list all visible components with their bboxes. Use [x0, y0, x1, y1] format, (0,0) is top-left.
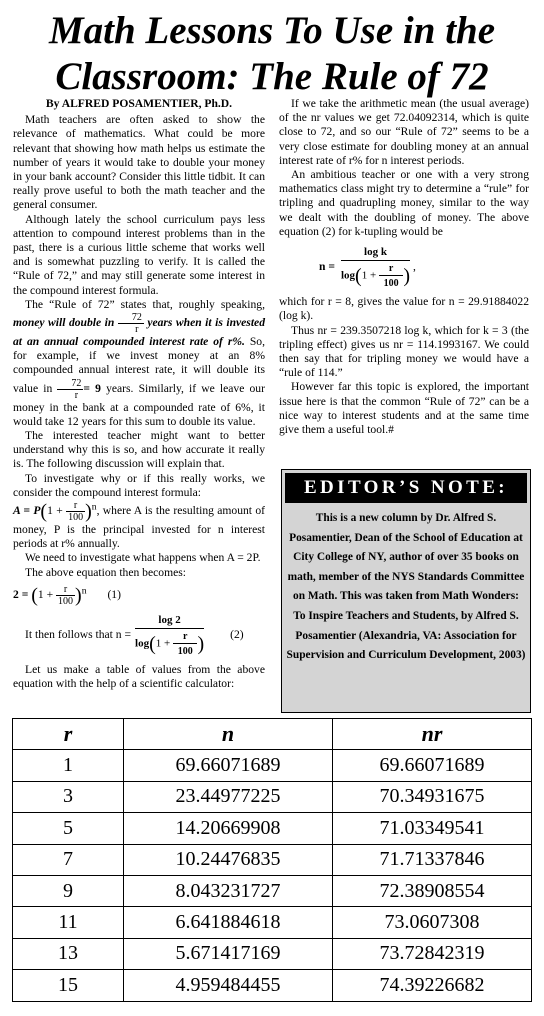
title-line-1: Math Lessons To Use in the: [48, 9, 496, 52]
left-column: [13, 97, 265, 692]
paragraph: The above equation then becomes:: [25, 565, 186, 579]
paragraph: If we take the arithmetic mean (the usual average) of the nr values we get 72.04092314, which is quite close to 72, and so our “Rule of 72” seems to be a very close estimate for doubling money at an annual interest rate of r% for n interest periods.: [279, 97, 529, 167]
cell: 5.671417169: [124, 938, 333, 969]
cell: 3: [13, 781, 124, 812]
paragraph: Thus nr = 239.3507218 log k, which for k = 3 (the tripling effect) gives us nr = 114.1993167. We could then say that for tripling money we would have a “rule of 114.”: [279, 323, 529, 380]
cell: 73.72842319: [333, 938, 532, 969]
cell: 71.71337846: [333, 844, 532, 875]
text: money will double in: [13, 316, 115, 330]
table-row: [13, 875, 532, 906]
table-header-row: [13, 719, 532, 750]
text: years. Similarly, if we leave our money in the bank at a compounded rate of 6%, it would take 12 years for this sum to double its value.: [13, 381, 265, 428]
table-row: [13, 938, 532, 969]
paragraph: Let us make a table of values from the above equation with the help of a scientific calculator:: [13, 663, 265, 691]
text: years when it is invested at an annual compounded interest rate of r%.: [13, 316, 265, 349]
text: = 9: [83, 381, 101, 395]
cell: 13: [13, 938, 124, 969]
cell: 74.39226682: [333, 970, 532, 1001]
text: The “Rule of 72” states that, roughly speaking,: [25, 297, 265, 311]
paragraph: An ambitious teacher or one with a very strong mathematics class might try to determine a “rule” for tripling and quadrupling money, similar to the way we dealt with the doubling of money. The above equation (2) for k-tupling would be: [279, 168, 529, 238]
title-line-2: Classroom: The Rule of 72: [55, 55, 489, 98]
cell: 15: [13, 970, 124, 1001]
paragraph: However far this topic is explored, the important issue here is that the common “Rule of 72” can be a nice way to interest students and at the same time give them a useful tool.#: [279, 380, 529, 437]
cell: 4.959484455: [124, 970, 333, 1001]
cell: 14.20669908: [124, 813, 333, 844]
editors-note-heading: EDITOR’S NOTE:: [285, 473, 527, 503]
right-column: [279, 97, 529, 437]
table-row: [13, 907, 532, 938]
paragraph: which for r = 8, gives the value for n = 29.91884022 (log k).: [279, 295, 529, 323]
column-header: nr: [333, 719, 532, 750]
paragraph: To investigate why or if this really works, we consider the compound interest formula:: [13, 471, 265, 499]
text: So, for example, if we invest money at an 8% compounded annual interest rate, it will double its value in: [13, 335, 265, 395]
equation-k-tupling: n = log k log(1 + $\frac{r}{100}$ ) ,: [319, 246, 416, 290]
paragraph: Although lately the school curriculum pays less attention to compound interest problems than in the past, there is a curious little scheme that works well and is somewhat puzzling to verify. It is called the “Rule of 72,” and may still generate some interest in the compound interest formula.: [13, 212, 265, 297]
table-row: [13, 813, 532, 844]
compound-interest-formula: A = P(1 + $\frac{r}{100}$ )$^n$, where A is the resulting amount of money, P is the principal invested for n interest periods at r% annually.: [13, 500, 266, 551]
cell: 72.38908554: [333, 875, 532, 906]
cell: 69.66071689: [333, 750, 532, 781]
table-row: [13, 750, 532, 781]
column-header: r: [13, 719, 124, 750]
equation-1: 2 = (1 + $\frac{r}{100}$ )$^n$ (1): [13, 583, 121, 607]
paragraph-rule: [13, 298, 265, 429]
table-row: [13, 970, 532, 1001]
cell: 73.0607308: [333, 907, 532, 938]
cell: 9: [13, 875, 124, 906]
cell: 23.44977225: [124, 781, 333, 812]
fraction-72-over-r: $\frac{72}{r}$: [57, 378, 83, 401]
values-table: [12, 718, 532, 1002]
cell: 8.043231727: [124, 875, 333, 906]
byline: By ALFRED POSAMENTIER, Ph.D.: [45, 97, 233, 110]
cell: 10.24476835: [124, 844, 333, 875]
table-row: [13, 781, 532, 812]
cell: 1: [13, 750, 124, 781]
table-row: [13, 844, 532, 875]
editors-note-body: This is a new column by Dr. Alfred S. Posamentier, Dean of the School of Education at City College of NY, author of over 35 books on math, member of the NYS Standards Committee on Math. This was taken from Math Wonders: To Inspire Teachers and Students, by Alfred S. Posamentier (Alexandria, VA: Association for Supervision and Curriculum Development, 2003): [286, 512, 526, 662]
paragraph: We need to investigate what happens when A = 2P.: [25, 551, 261, 565]
fraction-72-over-r: $\frac{72}{r}$: [118, 312, 144, 335]
paragraph: The interested teacher might want to better understand why this is so, and how accurate it really is. The following discussion will explain that.: [13, 429, 265, 471]
editors-note-box: [281, 469, 531, 713]
equation-2: It then follows that n = log 2 log(1 + $\frac{r}{100}$ ) (2): [25, 613, 244, 658]
cell: 11: [13, 907, 124, 938]
column-header: n: [124, 719, 333, 750]
article-title: [0, 8, 544, 100]
cell: 6.641884618: [124, 907, 333, 938]
cell: 70.34931675: [333, 781, 532, 812]
cell: 5: [13, 813, 124, 844]
cell: 7: [13, 844, 124, 875]
cell: 71.03349541: [333, 813, 532, 844]
paragraph: Math teachers are often asked to show the relevance of mathematics. What could be more relevant that showing how math helps us estimate the number of years it would take to double your money in your bank account? Consider this little tidbit. It can really prove useful to both the math teacher and the general consumer.: [13, 113, 265, 212]
cell: 69.66071689: [124, 750, 333, 781]
